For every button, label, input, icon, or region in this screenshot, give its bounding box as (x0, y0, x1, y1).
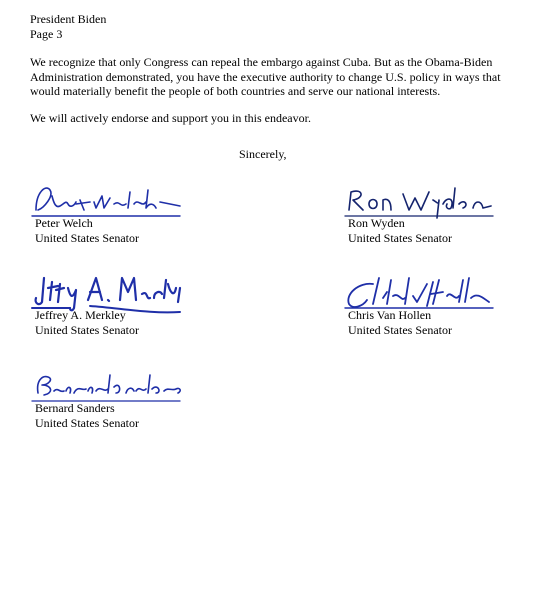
closing-salutation: Sincerely, (239, 147, 287, 161)
signatory-title: United States Senator (348, 323, 452, 337)
signatory-title: United States Senator (35, 323, 139, 337)
signatory-title: United States Senator (348, 231, 452, 245)
recipient-line: President Biden (30, 12, 107, 26)
page-number: Page 3 (30, 27, 63, 41)
body-paragraph: We recognize that only Congress can repeal the embargo against Cuba. But as the Obama-Biden Administration demonstrated, you have the executive authority to change U.S. policy in ways that would materially benefit the people of both countries and serve our national interests. (30, 55, 501, 98)
signatory-name: Peter Welch (35, 216, 93, 230)
body-paragraph: We will actively endorse and support you in this endeavor. (30, 111, 311, 125)
signatory-name: Jeffrey A. Merkley (35, 308, 126, 322)
signatory-name: Ron Wyden (348, 216, 405, 230)
signatory-name: Chris Van Hollen (348, 308, 432, 322)
signatory-title: United States Senator (35, 231, 139, 245)
signatory-name: Bernard Sanders (35, 401, 115, 415)
signatory-title: United States Senator (35, 416, 139, 430)
